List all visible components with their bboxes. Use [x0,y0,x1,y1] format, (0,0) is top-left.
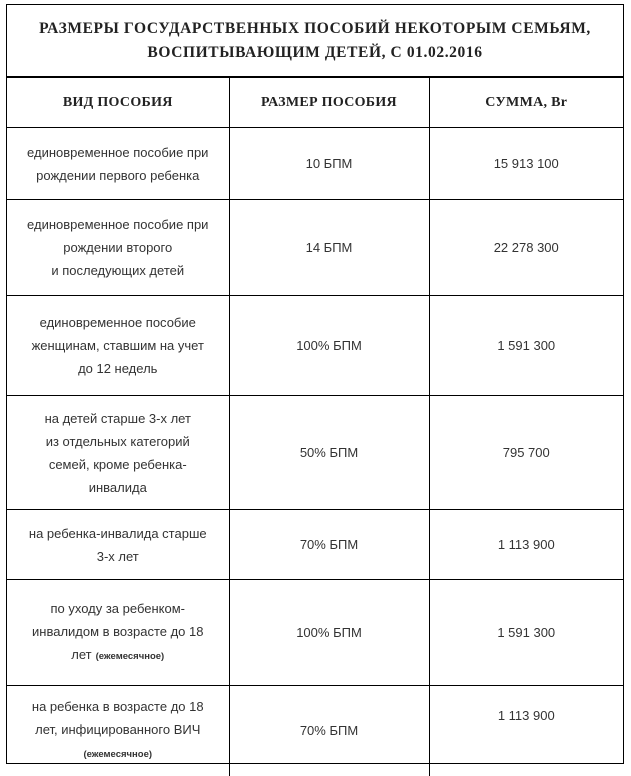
benefit-type-line: лет, инфицированного ВИЧ [35,722,201,738]
benefits-table-frame [6,4,624,764]
benefit-type-line: по уходу за ребенком- [50,601,186,616]
benefit-type-line: и последующих детей [51,263,185,278]
header-benefit-type: ВИД ПОСОБИЯ [7,78,229,128]
benefit-type-cell [7,396,229,510]
benefit-type-cell [7,128,229,200]
benefit-size-cell: 14 БПМ [229,200,429,296]
benefit-size-cell: 100% БПМ [229,296,429,396]
monthly-note: (ежемесячное) [83,749,153,761]
benefit-type-line: единовременное пособие [39,315,196,330]
benefit-size-cell: 70% БПМ [229,686,429,776]
table-row [7,510,623,580]
amount-cell: 1 113 900 [429,686,623,776]
amount-cell: 1 591 300 [429,580,623,686]
benefit-size-cell: 70% БПМ [229,510,429,580]
benefit-type-line [17,643,219,668]
benefit-type-line: инвалидом в возрасте до 18 [32,624,204,639]
benefit-type-line [17,741,219,766]
table-header-row [7,78,623,128]
benefit-type-cell [7,686,229,776]
benefit-type-line: рождении первого ребенка [36,167,200,183]
monthly-note: (ежемесячное) [95,651,165,662]
table-row [7,580,623,686]
benefit-type-cell [7,200,229,296]
benefit-type-line: единовременное пособие при [27,144,209,160]
title-line-2: ВОСПИТЫВАЮЩИМ ДЕТЕЙ, С 01.02.2016 [147,43,483,61]
benefit-type-cell [7,510,229,580]
benefit-size-cell: 10 БПМ [229,128,429,200]
benefit-type-line: семей, кроме ребенка- [48,456,187,472]
title-line-1: РАЗМЕРЫ ГОСУДАРСТВЕННЫХ ПОСОБИЙ НЕКОТОРЫМ СЕМЬЯМ, [39,19,591,37]
amount-cell: 1 591 300 [429,296,623,396]
benefit-type-line: рождении второго [63,240,173,255]
benefit-type-line: на ребенка в возрасте до 18 [31,699,204,715]
amount-cell: 15 913 100 [429,128,623,200]
benefit-type-cell [7,580,229,686]
table-row [7,296,623,396]
benefit-type-line: инвалида [88,479,147,495]
benefit-type-line: до 12 недель [78,361,158,376]
page-title [7,5,623,77]
benefit-size-cell: 100% БПМ [229,580,429,686]
benefit-type-line: 3-х лет [96,548,139,564]
header-benefit-size: РАЗМЕР ПОСОБИЯ [229,78,429,128]
benefit-type-line: из отдельных категорий [45,433,190,449]
table-row [7,128,623,200]
benefit-type-line: женщинам, ставшим на учет [31,338,204,353]
benefit-type-line-end: лет [71,647,92,662]
amount-cell: 1 113 900 [429,510,623,580]
table-row [7,686,623,776]
benefit-size-cell: 50% БПМ [229,396,429,510]
table-row [7,396,623,510]
amount-cell: 22 278 300 [429,200,623,296]
benefit-type-cell [7,296,229,396]
table-row [7,200,623,296]
benefits-table [7,77,623,776]
benefit-type-line: на детей старше 3-х лет [44,410,191,426]
amount-cell: 795 700 [429,396,623,510]
benefit-type-line: на ребенка-инвалида старше [28,525,207,541]
header-amount: СУММА, Br [429,78,623,128]
benefit-type-line: единовременное пособие при [27,217,209,232]
